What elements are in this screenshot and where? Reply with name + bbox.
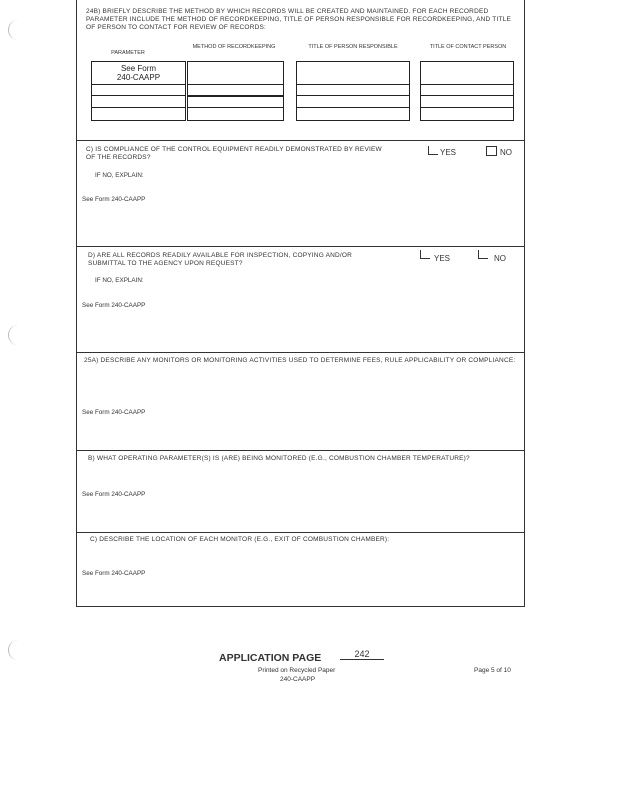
- divider: [76, 606, 524, 607]
- parameter-cell-line2: 240-CAAPP: [116, 73, 161, 82]
- section-25a-text: 25A) DESCRIBE ANY MONITORS OR MONITORING ACTIVITIES USED TO DETERMINE FEES, RULE APPLICABILITY OR COMPLIANCE:: [84, 357, 516, 364]
- punch-hole-mark: [8, 325, 19, 345]
- section-25c-answer: See Form 240-CAAPP: [82, 570, 146, 577]
- page-of: Page 5 of 10: [474, 667, 511, 674]
- divider: [76, 450, 524, 451]
- contact-person-column: [420, 61, 514, 121]
- header-parameter: PARAMETER: [111, 50, 145, 56]
- no-checkbox[interactable]: [478, 250, 488, 259]
- divider: [76, 246, 524, 247]
- header-contact-person: TITLE OF CONTACT PERSON: [429, 44, 507, 50]
- method-column: [187, 61, 284, 121]
- section-25c-text: C) DESCRIBE THE LOCATION OF EACH MONITOR (E.G., EXIT OF COMBUSTION CHAMBER):: [90, 536, 390, 543]
- section-25a-answer: See Form 240-CAAPP: [82, 409, 146, 416]
- divider: [76, 352, 524, 353]
- application-page-label: APPLICATION PAGE: [219, 652, 322, 664]
- section-d-text: D) ARE ALL RECORDS READILY AVAILABLE FOR INSPECTION, COPYING AND/OR SUBMITTAL TO THE AGENCY UPON REQUEST?: [88, 252, 353, 267]
- header-method: METHOD OF RECORDKEEPING: [192, 44, 276, 50]
- no-label: NO: [494, 254, 506, 263]
- yes-checkbox[interactable]: [420, 250, 430, 259]
- explain-label: IF NO, EXPLAIN:: [95, 172, 144, 179]
- yes-label: YES: [440, 148, 457, 157]
- divider: [76, 140, 524, 141]
- person-responsible-column: [296, 61, 410, 121]
- header-person-responsible: TITLE OF PERSON RESPONSIBLE: [308, 44, 398, 50]
- section-25b-answer: See Form 240-CAAPP: [82, 491, 146, 498]
- no-label: NO: [500, 148, 512, 157]
- section-c-text: C) IS COMPLIANCE OF THE CONTROL EQUIPMENT READILY DEMONSTRATED BY REVIEW OF THE RECORDS?: [86, 146, 382, 161]
- no-checkbox[interactable]: [486, 146, 497, 156]
- section-d-answer: See Form 240-CAAPP: [82, 302, 146, 309]
- yes-checkbox[interactable]: [428, 146, 438, 155]
- punch-hole-mark: [8, 20, 19, 40]
- parameter-column: [91, 61, 186, 121]
- punch-hole-mark: [8, 640, 19, 660]
- explain-label: IF NO, EXPLAIN:: [95, 277, 144, 284]
- parameter-cell-line1: See Form: [120, 64, 157, 73]
- section-25b-text: B) WHAT OPERATING PARAMETER(S) IS (ARE) BEING MONITORED (E.G., COMBUSTION CHAMBER TEMPERATURE)?: [88, 455, 470, 462]
- printed-on-recycled: Printed on Recycled Paper: [258, 667, 336, 674]
- form-number: 240-CAAPP: [280, 676, 316, 683]
- parameter-cell-1: [92, 62, 185, 85]
- divider: [76, 532, 524, 533]
- yes-label: YES: [434, 254, 451, 263]
- section-24b-text: 24B) BRIEFLY DESCRIBE THE METHOD BY WHICH RECORDS WILL BE CREATED AND MAINTAINED. FOR EACH RECORDED PARAMETER INCLUDE THE METHOD OF RECORDKEEPING, TITLE OF PERSON RESPONSIBLE FOR RECORDKEEPING, AND TITLE OF PERSON TO CONTACT FOR REVIEW OF RECORDS:: [86, 8, 511, 31]
- application-page-number: 242: [340, 649, 384, 660]
- section-c-answer: See Form 240-CAAPP: [82, 196, 146, 203]
